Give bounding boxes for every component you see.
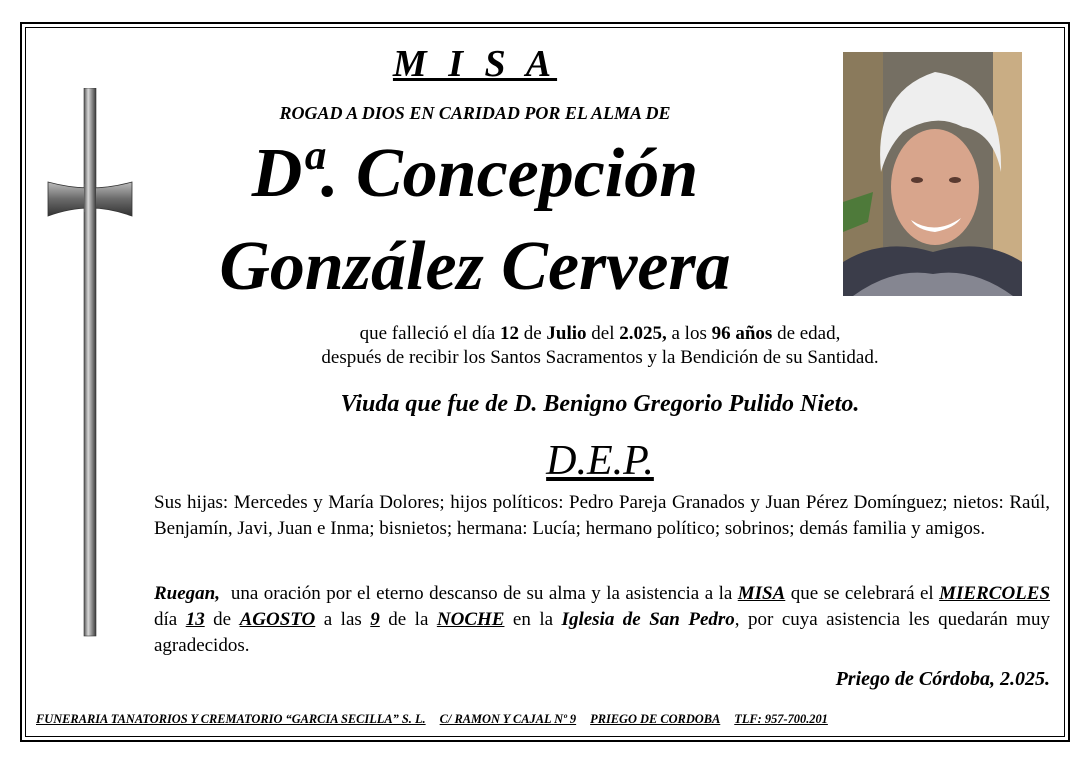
mass-hour: 9: [370, 609, 380, 630]
mass-period: NOCHE: [436, 609, 505, 630]
death-details-line2: después de recibir los Santos Sacramentos y la Bendición de su Santidad.: [321, 347, 879, 368]
mass-day: 13: [185, 609, 205, 630]
footer-address: C/ RAMON Y CAJAL Nº 9: [439, 712, 577, 726]
death-day: 12: [499, 323, 519, 344]
portrait-image: [843, 52, 1022, 296]
funeral-home-footer: [36, 711, 1056, 727]
mass-church: Iglesia de San Pedro: [561, 609, 735, 630]
mass-text: , por cuya asistencia les quedarán muy agradecidos.: [154, 609, 1050, 656]
mass-text: de: [204, 609, 240, 630]
death-text: de edad,: [772, 323, 841, 344]
mass-paragraph: [154, 581, 1050, 659]
place-date: Priego de Córdoba, 2.025.: [835, 668, 1050, 690]
mass-text: a las: [315, 609, 371, 630]
death-details-line1: [250, 322, 950, 346]
portrait-photo: [843, 52, 1022, 296]
death-text: del: [586, 323, 620, 344]
deceased-name-line1: Dª. Concepción: [251, 135, 699, 212]
dep-heading: D.E.P.: [546, 438, 654, 484]
footer-company: FUNERARIA TANATORIOS Y CREMATORIO “GARCIA SECILLA” S. L.: [36, 712, 426, 726]
footer-phone: TLF: 957-700.201: [734, 712, 828, 726]
death-age: 96 años: [711, 323, 773, 344]
mass-text: de la: [379, 609, 437, 630]
mass-text: una oración por el eterno descanso de su alma y la asistencia a la: [220, 583, 738, 604]
mass-month: AGOSTO: [239, 609, 316, 630]
footer-city: PRIEGO DE CORDOBA: [590, 712, 721, 726]
family-paragraph: Sus hijas: Mercedes y María Dolores; hijos políticos: Pedro Pareja Granados y Juan Pérez Domínguez; nietos: Raúl, Benjamín, Javi, Juan e Inma; bisnietos; hermana: Lucía; hermano político; sobrinos; demás familia y amigos.: [154, 492, 1050, 539]
death-year: 2.025,: [619, 323, 667, 344]
death-text: a los: [666, 323, 712, 344]
mass-lead: Ruegan,: [154, 583, 220, 604]
page-title: M I S A: [392, 43, 558, 85]
mass-word: MISA: [737, 583, 786, 604]
mass-text: que se celebrará el: [785, 583, 940, 604]
death-text: de: [518, 323, 547, 344]
death-month: Julio: [546, 323, 587, 344]
prayer-heading: ROGAD A DIOS EN CARIDAD POR EL ALMA DE: [279, 103, 671, 123]
mass-text: día: [154, 609, 186, 630]
deceased-name-line2: González Cervera: [219, 228, 731, 305]
death-text: que falleció el día: [359, 323, 500, 344]
widow-line: Viuda que fue de D. Benigno Gregorio Pulido Nieto.: [340, 391, 860, 417]
mass-weekday: MIERCOLES: [939, 583, 1051, 604]
cross-icon: [40, 88, 140, 640]
mass-text: en la: [504, 609, 562, 630]
